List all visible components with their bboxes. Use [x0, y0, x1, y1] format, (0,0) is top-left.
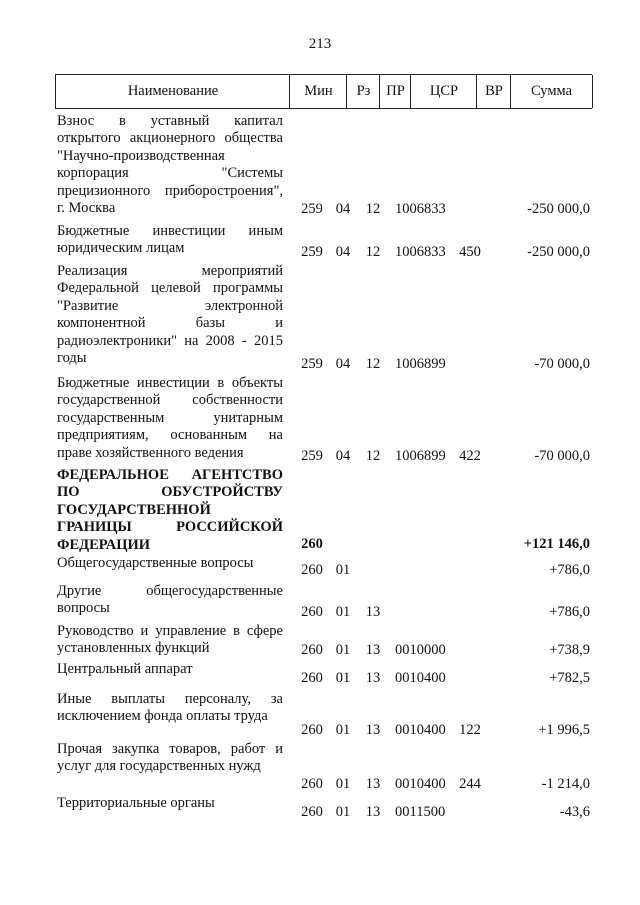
cell-rz: 04: [335, 447, 351, 464]
row-name: Общегосударственные вопросы: [57, 555, 254, 571]
row-name: Территориальные органы: [57, 795, 215, 811]
cell-min: 260: [301, 669, 323, 686]
cell-csr: 0010400: [395, 721, 446, 738]
cell-csr: 1006833: [395, 200, 446, 217]
cell-vr: 244: [459, 775, 481, 792]
cell-sum: -43,6: [559, 803, 590, 820]
cell-min: 259: [301, 447, 323, 464]
cell-pr: 13: [365, 721, 381, 738]
cell-pr: 13: [365, 641, 381, 658]
cell-csr: 0010400: [395, 669, 446, 686]
header-min: Мин: [289, 75, 347, 108]
cell-rz: 04: [335, 355, 351, 372]
row-name: Прочая закупка товаров, работ и услуг для государственных нужд: [57, 741, 283, 775]
cell-csr: 1006833: [395, 243, 446, 260]
cell-rz: 01: [335, 803, 351, 820]
cell-pr: 13: [365, 775, 381, 792]
header-sum: Сумма: [510, 75, 593, 108]
cell-rz: 01: [335, 721, 351, 738]
table-row: [0, 583, 640, 621]
cell-vr: 450: [459, 243, 481, 260]
header-pr: ПР: [379, 75, 411, 108]
cell-pr: 13: [365, 603, 381, 620]
table-row: [0, 741, 640, 793]
cell-min: 259: [301, 200, 323, 217]
table-row: [0, 263, 640, 373]
cell-pr: 13: [365, 803, 381, 820]
cell-sum: -1 214,0: [541, 775, 590, 792]
cell-min: 260: [301, 561, 323, 578]
row-name: Взнос в уставный капитал открытого акционерного общества "Научно-производственная корпорация "Системы прецизионного приборостроения", г. Москва: [57, 113, 283, 217]
cell-min: 260: [301, 803, 323, 820]
table-header: [55, 74, 592, 109]
cell-rz: 01: [335, 775, 351, 792]
row-name: Руководство и управление в сфере установленных функций: [57, 623, 283, 657]
header-rz: Рз: [346, 75, 380, 108]
cell-rz: 01: [335, 561, 351, 578]
row-name: Центральный аппарат: [57, 661, 193, 677]
cell-vr: 122: [459, 721, 481, 738]
cell-min: 259: [301, 355, 323, 372]
cell-min: 259: [301, 243, 323, 260]
cell-csr: 1006899: [395, 355, 446, 372]
cell-csr: 0010000: [395, 641, 446, 658]
cell-min: 260: [301, 603, 323, 620]
header-csr: ЦСР: [410, 75, 477, 108]
table-row: [0, 467, 640, 553]
cell-pr: 12: [365, 355, 381, 372]
table-row: [0, 661, 640, 687]
table-row: [0, 375, 640, 465]
cell-sum: +121 146,0: [523, 535, 590, 552]
header-vr: ВР: [476, 75, 511, 108]
cell-min: 260: [301, 721, 323, 738]
table-row: [0, 223, 640, 261]
row-name: Реализация мероприятий Федеральной целевой программы "Развитие электронной компонентной базы и радиоэлектроники" на 2008 - 2015 годы: [57, 263, 283, 367]
header-name: Наименование: [55, 75, 290, 108]
cell-pr: 13: [365, 669, 381, 686]
cell-sum: +786,0: [549, 603, 590, 620]
table-row: [0, 113, 640, 218]
row-name: Иные выплаты персоналу, за исключением фонда оплаты труда: [57, 691, 283, 725]
cell-sum: -250 000,0: [527, 200, 590, 217]
cell-rz: 04: [335, 243, 351, 260]
cell-csr: 0010400: [395, 775, 446, 792]
cell-sum: +786,0: [549, 561, 590, 578]
table-row: [0, 623, 640, 659]
cell-rz: 04: [335, 200, 351, 217]
cell-rz: 01: [335, 669, 351, 686]
cell-sum: -250 000,0: [527, 243, 590, 260]
row-name: Другие общегосударственные вопросы: [57, 583, 283, 617]
cell-sum: -70 000,0: [534, 447, 590, 464]
cell-min: 260: [301, 535, 323, 552]
cell-sum: +738,9: [549, 641, 590, 658]
table-row: [0, 795, 640, 821]
cell-csr: 1006899: [395, 447, 446, 464]
cell-min: 260: [301, 641, 323, 658]
page-number: 213: [308, 36, 332, 52]
cell-rz: 01: [335, 641, 351, 658]
cell-rz: 01: [335, 603, 351, 620]
table-row: [0, 555, 640, 579]
row-name: ФЕДЕРАЛЬНОЕ АГЕНТСТВО ПО ОБУСТРОЙСТВУ ГОСУДАРСТВЕННОЙ ГРАНИЦЫ РОССИЙСКОЙ ФЕДЕРАЦИИ: [57, 467, 283, 553]
cell-pr: 12: [365, 200, 381, 217]
cell-sum: +1 996,5: [538, 721, 590, 738]
row-name: Бюджетные инвестиции иным юридическим лицам: [57, 223, 283, 257]
cell-vr: 422: [459, 447, 481, 464]
cell-pr: 12: [365, 243, 381, 260]
cell-pr: 12: [365, 447, 381, 464]
cell-sum: -70 000,0: [534, 355, 590, 372]
table-row: [0, 691, 640, 739]
row-name: Бюджетные инвестиции в объекты государственной собственности государственным унитарным предприятиям, основанным на праве хозяйственного ведения: [57, 375, 283, 461]
cell-min: 260: [301, 775, 323, 792]
cell-sum: +782,5: [549, 669, 590, 686]
cell-csr: 0011500: [395, 803, 446, 820]
